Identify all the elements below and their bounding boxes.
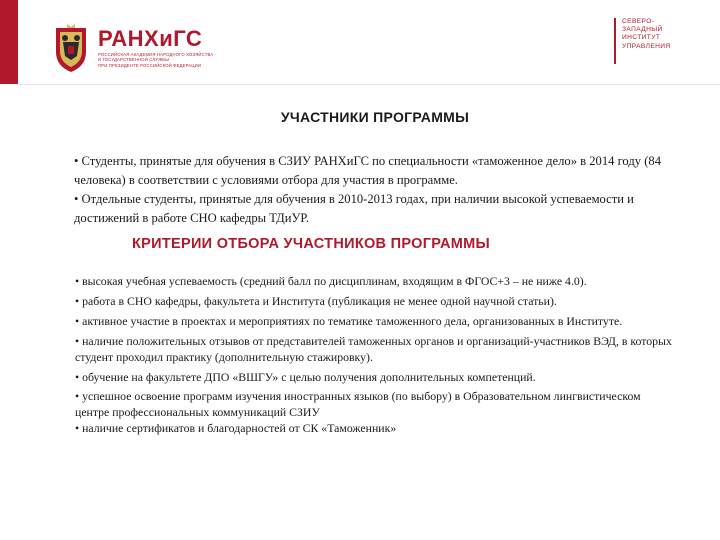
- criteria-item: • высокая учебная успеваемость (средний балл по дисциплинам, входящим в ФГОС+3 – не ниже 4.0).: [75, 274, 587, 288]
- sziu-logo-line: ЗАПАДНЫЙ: [622, 26, 663, 34]
- criteria-item: • наличие сертификатов и благодарностей от СК «Таможенник»: [75, 421, 397, 435]
- criteria-item: • работа в СНО кафедры, факультета и Института (публикация не менее одной научной статьи).: [75, 294, 557, 308]
- criteria-item: • обучение на факультете ДПО «ВШГУ» с целью получения дополнительных компетенций.: [75, 370, 536, 384]
- logo-subtitle-line: РОССИЙСКАЯ АКАДЕМИЯ НАРОДНОГО ХОЗЯЙСТВА: [98, 52, 214, 58]
- sziu-logo: [614, 18, 671, 64]
- participants-item: • Отдельные студенты, принятые для обучения в 2010-2013 годах, при наличии высокой успеваемости и достижений в работе СНО кафедры ТДиУР.: [74, 192, 634, 225]
- criteria-item: • наличие положительных отзывов от представителей таможенных органов и организаций-участников ВЭД, в которых студент проходил практику (дополнительную стажировку).: [75, 334, 672, 364]
- logo-name: РАНХиГС: [98, 26, 203, 52]
- participants-list: [74, 152, 674, 228]
- criteria-heading: КРИТЕРИИ ОТБОРА УЧАСТНИКОВ ПРОГРАММЫ: [132, 236, 490, 252]
- ranepa-logo: [52, 20, 213, 76]
- double-headed-eagle-emblem-icon: [52, 22, 90, 74]
- sziu-logo-line: ИНСТИТУТ: [622, 34, 661, 42]
- header-divider: [18, 84, 720, 85]
- logo-subtitle: [98, 52, 213, 68]
- logo-subtitle-line: ПРИ ПРЕЗИДЕНТЕ РОССИЙСКОЙ ФЕДЕРАЦИИ: [98, 62, 202, 68]
- logo-subtitle-line: И ГОСУДАРСТВЕННОЙ СЛУЖБЫ: [98, 57, 170, 63]
- participants-heading: УЧАСТНИКИ ПРОГРАММЫ: [280, 109, 470, 125]
- red-side-bar: [0, 0, 18, 84]
- criteria-item: • активное участие в проектах и мероприятиях по тематике таможенного дела, организованных в Институте.: [75, 314, 623, 328]
- criteria-item: • успешное освоение программ изучения иностранных языков (по выбору) в Образовательном лингвистическом центре профессиональных коммуникаций СЗИУ: [75, 389, 641, 419]
- participants-item: • Студенты, принятые для обучения в СЗИУ РАНХиГС по специальности «таможенное дело» в 2014 году (84 человека) в соответствии с условиями отбора для участия в программе.: [74, 154, 661, 187]
- sziu-logo-line: СЕВЕРО-: [622, 18, 655, 25]
- sziu-logo-line: УПРАВЛЕНИЯ: [622, 42, 671, 50]
- criteria-list: [75, 273, 675, 436]
